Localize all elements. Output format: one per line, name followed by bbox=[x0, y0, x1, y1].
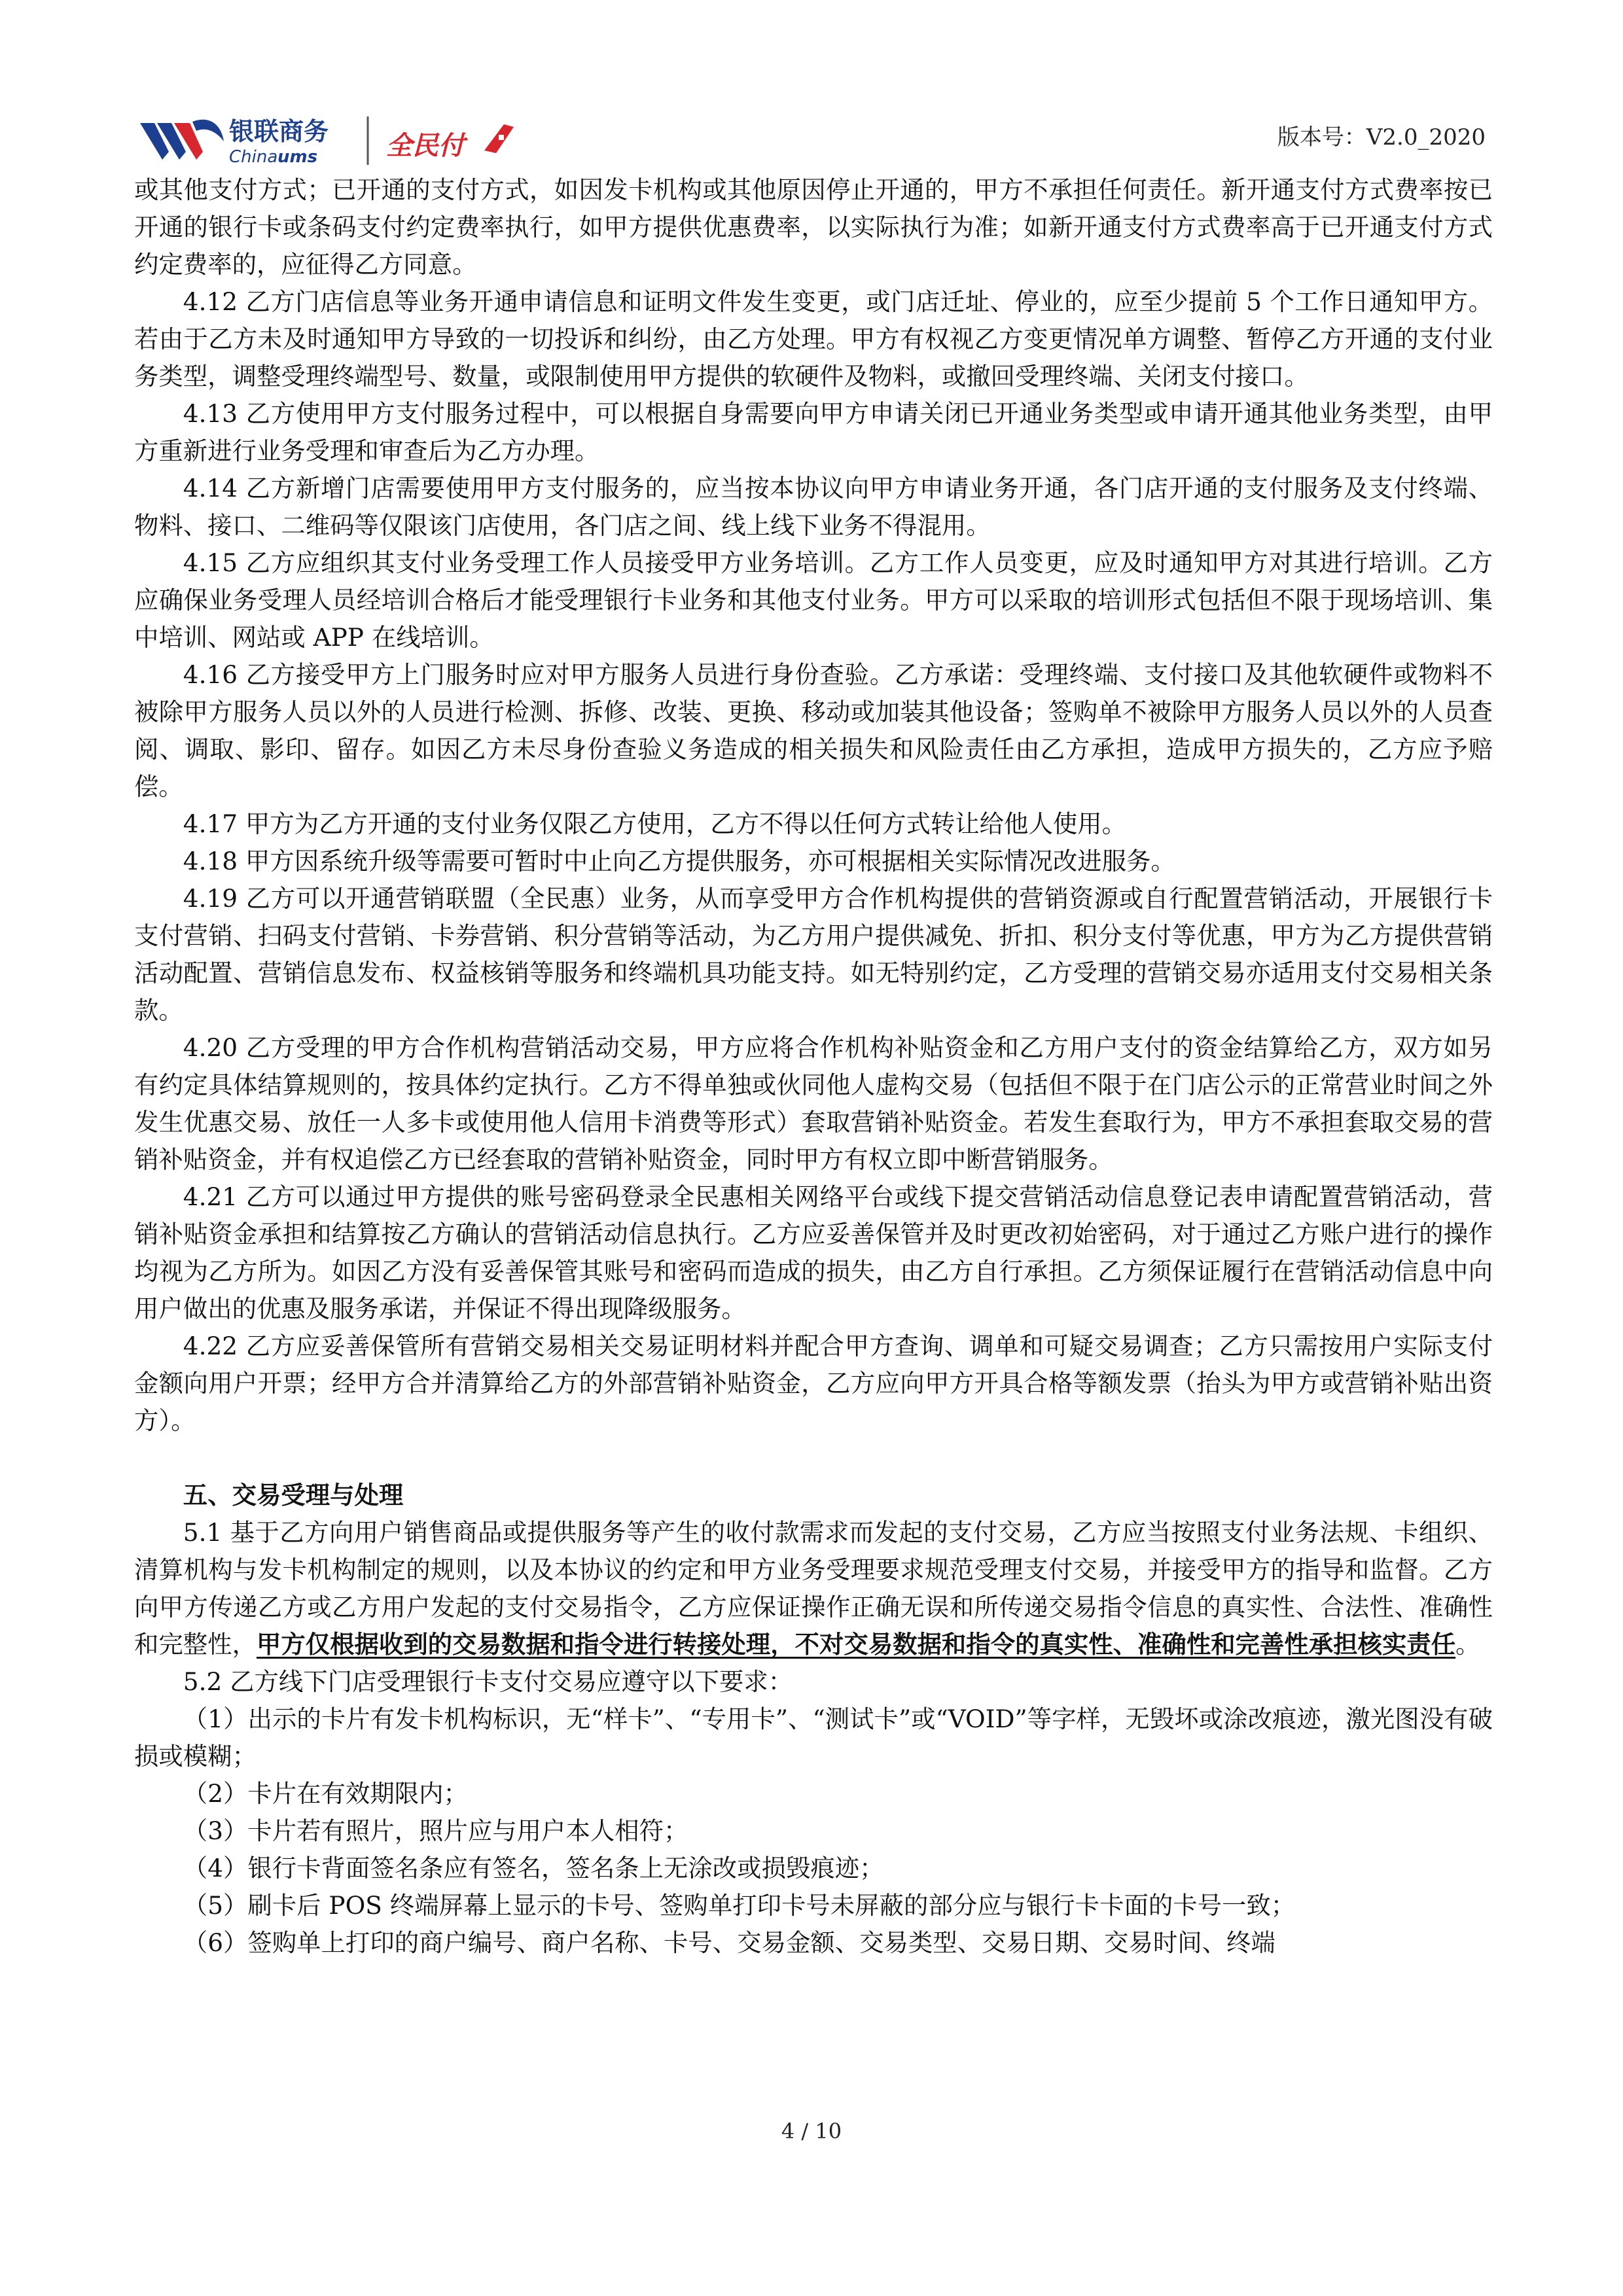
section-5-title: 五、交易受理与处理 bbox=[183, 1481, 404, 1510]
page-header bbox=[137, 111, 1486, 170]
clause-4-14: 4.14 乙方新增门店需要使用甲方支付服务的，应当按本协议向甲方申请业务开通，各门店开通的支付服务及支付终端、物料、接口、二维码等仅限该门店使用，各门店之间、线上线下业务不得混用。 bbox=[134, 474, 1493, 540]
clause-4-20: 4.20 乙方受理的甲方合作机构营销活动交易，甲方应将合作机构补贴资金和乙方用户支付的资金结算给乙方，双方如另有约定具体结算规则的，按具体约定执行。乙方不得单独或伙同他人虚构交易（包括但不限于在门店公示的正常营业时间之外发生优惠交易、放任一人多卡或使用他人信用卡消费等形式）套取营销补贴资金。若发生套取行为，甲方不承担套取交易的营销补贴资金，并有权追偿乙方已经套取的营销补贴资金，同时甲方有权立即中断营销服务。 bbox=[134, 1033, 1493, 1174]
clause-4-15: 4.15 乙方应组织其支付业务受理工作人员接受甲方业务培训。乙方工作人员变更，应及时通知甲方对其进行培训。乙方应确保业务受理人员经培训合格后才能受理银行卡业务和其他支付业务。甲方可以采取的培训形式包括但不限于现场培训、集中培训、网站或 APP 在线培训。 bbox=[134, 548, 1493, 652]
clause-4-17: 4.17 甲方为乙方开通的支付业务仅限乙方使用，乙方不得以任何方式转让给他人使用。 bbox=[183, 809, 1127, 838]
list-item: （3）卡片若有照片，照片应与用户本人相符； bbox=[183, 1816, 688, 1845]
logo-en-text-a: China bbox=[229, 147, 278, 167]
clause-4-22: 4.22 乙方应妥善保管所有营销交易相关交易证明材料并配合甲方查询、调单和可疑交易调查；乙方只需按用户实际支付金额向用户开票；经甲方合并清算给乙方的外部营销补贴资金，乙方应向甲方开具合格等额发票（抬头为甲方或营销补贴出资方）。 bbox=[134, 1332, 1493, 1435]
clause-5-1-text: 5.1 基于乙方向用户销售商品或提供服务等产生的收付款需求而发起的支付交易，乙方应当按照支付业务法规、卡组织、清算机构与发卡机构制定的规则，以及本协议的约定和甲方业务受理要求规范受理支付交易，并接受甲方的指导和监督。乙方向甲方传递乙方或乙方用户发起的支付交易指令，乙方应保证操作正确无误和所传递交易指令信息的真实性、合法性、准确性和完整性， bbox=[134, 1518, 1493, 1659]
logo-cn-text: 银联商务 bbox=[229, 117, 329, 146]
version-number: 版本号：V2.0_2020 bbox=[1277, 124, 1486, 150]
clause-5-1-end: 。 bbox=[1455, 1630, 1480, 1659]
logo-en-text-b: ums bbox=[277, 147, 318, 167]
clause-4-21: 4.21 乙方可以通过甲方提供的账号密码登录全民惠相关网络平台或线下提交营销活动信息登记表申请配置营销活动，营销补贴资金承担和结算按乙方确认的营销活动信息执行。乙方应妥善保管并及时更改初始密码，对于通过乙方账户进行的操作均视为乙方所为。如因乙方没有妥善保管其账号和密码而造成的损失，由乙方自行承担。乙方须保证履行在营销活动信息中向用户做出的优惠及服务承诺，并保证不得出现降级服务。 bbox=[134, 1182, 1493, 1323]
clause-5-1 bbox=[134, 1514, 1493, 1663]
clause-5-2: 5.2 乙方线下门店受理银行卡支付交易应遵守以下要求： bbox=[183, 1667, 793, 1696]
list-item: （2）卡片在有效期限内； bbox=[183, 1779, 468, 1808]
list-item: （4）银行卡背面签名条应有签名，签名条上无涂改或损毁痕迹； bbox=[183, 1854, 884, 1882]
clause-4-16: 4.16 乙方接受甲方上门服务时应对甲方服务人员进行身份查验。乙方承诺：受理终端、支付接口及其他软硬件或物料不被除甲方服务人员以外的人员进行检测、拆修、改装、更换、移动或加装其他设备；签购单不被除甲方服务人员以外的人员查阅、调取、影印、留存。如因乙方未尽身份查验义务造成的相关损失和风险责任由乙方承担，造成甲方损失的，乙方应予赔偿。 bbox=[134, 660, 1493, 801]
company-logo bbox=[137, 111, 530, 170]
brand-name-text: 全民付 bbox=[386, 131, 465, 161]
clause-4-19: 4.19 乙方可以开通营销联盟（全民惠）业务，从而享受甲方合作机构提供的营销资源或自行配置营销活动，开展银行卡支付营销、扫码支付营销、卡券营销、积分营销等活动，为乙方用户提供减免、折扣、积分支付等优惠，甲方为乙方提供营销活动配置、营销信息发布、权益核销等服务和终端机具功能支持。如无特别约定，乙方受理的营销交易亦适用支付交易相关条款。 bbox=[134, 884, 1493, 1025]
clause-4-12: 4.12 乙方门店信息等业务开通申请信息和证明文件发生变更，或门店迁址、停业的，应至少提前 5 个工作日通知甲方。若由于乙方未及时通知甲方导致的一切投诉和纠纷，由乙方处理。甲方有权视乙方变更情况单方调整、暂停乙方开通的支付业务类型，调整受理终端型号、数量，或限制使用甲方提供的软硬件及物料，或撤回受理终端、关闭支付接口。 bbox=[134, 287, 1493, 391]
page-number: 4 / 10 bbox=[781, 2119, 842, 2144]
list-item: （5）刷卡后 POS 终端屏幕上显示的卡号、签购单打印卡号未屏蔽的部分应与银行卡卡面的卡号一致； bbox=[183, 1891, 1296, 1920]
list-item: （1）出示的卡片有发卡机构标识，无“样卡”、“专用卡”、“测试卡”或“VOID”等字样，无毁坏或涂改痕迹，激光图没有破损或模糊； bbox=[134, 1704, 1493, 1771]
list-item: （6）签购单上打印的商户编号、商户名称、卡号、交易金额、交易类型、交易日期、交易时间、终端 bbox=[183, 1928, 1275, 1957]
clause-5-1-emphasis: 甲方仅根据收到的交易数据和指令进行转接处理，不对交易数据和指令的真实性、准确性和完善性承担核实责任 bbox=[256, 1630, 1456, 1659]
paragraph-continuation: 或其他支付方式；已开通的支付方式，如因发卡机构或其他原因停止开通的，甲方不承担任何责任。新开通支付方式费率按已开通的银行卡或条码支付约定费率执行，如甲方提供优惠费率，以实际执行为准；如新开通支付方式费率高于已开通支付方式约定费率的，应征得乙方同意。 bbox=[134, 175, 1493, 279]
clause-4-13: 4.13 乙方使用甲方支付服务过程中，可以根据自身需要向甲方申请关闭已开通业务类型或申请开通其他业务类型，由甲方重新进行业务受理和审查后为乙方办理。 bbox=[134, 399, 1493, 465]
clause-4-18: 4.18 甲方因系统升级等需要可暂时中止向乙方提供服务，亦可根据相关实际情况改进服务。 bbox=[183, 847, 1175, 875]
document-body bbox=[134, 171, 1493, 1962]
